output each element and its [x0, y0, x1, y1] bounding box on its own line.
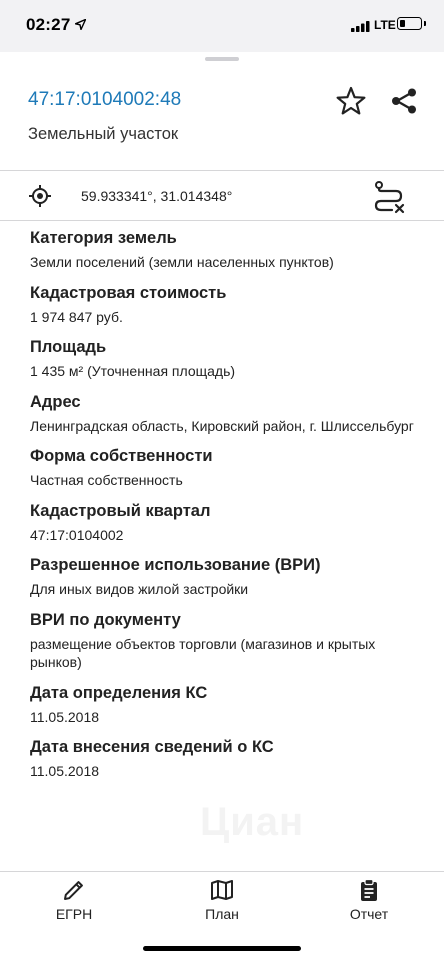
coordinates-text: 59.933341°, 31.014348°	[81, 188, 233, 204]
clipboard-icon	[357, 878, 381, 902]
status-bar	[0, 0, 444, 52]
field-label: Форма собственности	[30, 447, 213, 465]
battery-icon	[397, 17, 422, 30]
field-entry-date	[30, 737, 420, 781]
battery-tip	[424, 21, 426, 26]
field-cadastral-value	[30, 283, 420, 327]
field-value: Для иных видов жилой застройки	[30, 581, 249, 597]
map-icon	[210, 878, 234, 902]
field-value: Частная собственность	[30, 472, 183, 488]
field-value: Ленинградская область, Кировский район, г. Шлиссельбург	[30, 417, 414, 434]
location-arrow-icon	[75, 19, 86, 30]
field-use-by-document	[30, 610, 420, 672]
field-permitted-use	[30, 555, 420, 599]
cellular-signal-icon	[351, 21, 371, 32]
star-outline-icon[interactable]	[335, 85, 367, 117]
object-type: Земельный участок	[28, 125, 179, 143]
field-label: Разрешенное использование (ВРИ)	[30, 556, 321, 574]
field-label: Адрес	[30, 392, 81, 411]
cian-watermark: Циан	[200, 800, 305, 844]
field-value: размещение объектов торговли (магазинов и крытых рынков)	[30, 635, 376, 670]
gps-target-icon[interactable]	[28, 184, 52, 208]
field-value: 1 974 847 руб.	[30, 308, 123, 325]
pencil-icon	[62, 878, 86, 902]
field-label: Дата внесения сведений о КС	[30, 738, 274, 756]
network-type: LTE	[374, 18, 396, 32]
home-indicator	[143, 946, 301, 951]
field-label: Площадь	[30, 338, 107, 356]
cadastral-number: 47:17:0104002:48	[28, 89, 182, 110]
field-ownership	[30, 446, 420, 490]
field-label: Дата определения КС	[30, 683, 208, 702]
field-valuation-date	[30, 683, 420, 727]
field-area	[30, 337, 420, 381]
property-fields	[30, 228, 420, 792]
tab-egrn[interactable]	[14, 878, 134, 922]
tab-label: ЕГРН	[55, 906, 93, 922]
field-label: ВРИ по документу	[30, 610, 181, 629]
coords-divider	[0, 220, 444, 221]
field-value: 47:17:0104002	[30, 526, 124, 543]
tab-report[interactable]	[309, 878, 429, 922]
route-cancel-icon[interactable]	[372, 180, 406, 214]
tab-label: План	[205, 906, 239, 922]
field-label: Категория земель	[30, 229, 177, 247]
field-address	[30, 392, 420, 436]
field-value: Земли поселений (земли населенных пунктов)	[30, 254, 334, 270]
field-value: 11.05.2018	[30, 708, 100, 725]
field-value: 1 435 м² (Уточненная площадь)	[30, 363, 236, 379]
status-time: 02:27	[26, 15, 71, 34]
header-divider	[0, 170, 444, 171]
tab-plan[interactable]	[162, 878, 282, 922]
share-icon[interactable]	[389, 86, 419, 116]
sheet-drag-handle[interactable]	[205, 57, 239, 61]
field-cadastral-quarter	[30, 501, 420, 545]
field-label: Кадастровый квартал	[30, 501, 211, 520]
field-value: 11.05.2018	[30, 763, 100, 779]
tab-label: Отчет	[349, 906, 389, 922]
field-land-category	[30, 228, 420, 272]
field-label: Кадастровая стоимость	[30, 283, 227, 302]
